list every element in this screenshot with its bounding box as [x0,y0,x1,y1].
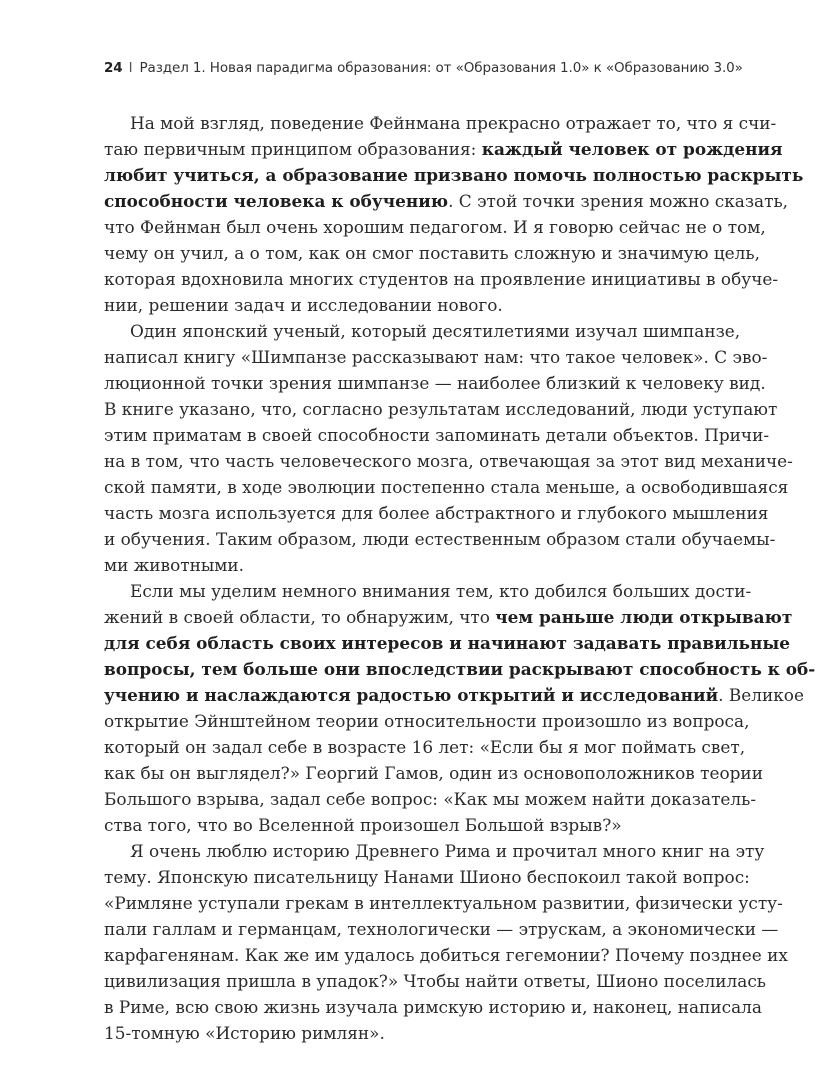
text-run: часть мозга используется для более абстрактного и глубокого мышления [104,503,769,523]
text-line [104,448,793,474]
text-run: этим приматам в своей способности запоминать детали объектов. Причи- [104,425,770,445]
text-line [104,760,763,786]
text-run: нии, решении задач и исследовании нового. [104,295,503,315]
text-line [104,942,788,968]
text-run: . С этой точки зрения можно сказать, [448,191,789,211]
text-line [104,370,766,396]
text-run: люционной точки зрения шимпанзе — наиболее близкий к человеку вид. [104,373,766,393]
text-line [104,110,777,136]
text-line [104,916,779,942]
text-run: Если мы уделим немного внимания тем, кто добился больших дости- [130,581,752,601]
text-line [104,604,793,630]
text-run: чему он учил, а о том, как он смог поставить сложную и значимую цель, [104,243,760,263]
text-run: Большого взрыва, задал себе вопрос: «Как мы можем найти доказатель- [104,789,757,809]
body-text [104,110,815,1046]
text-line [104,786,757,812]
text-line [104,422,770,448]
text-run: ми животными. [104,555,245,575]
text-line [104,500,769,526]
text-run: жений в своей области, то обнаружим, что [104,607,496,627]
bold-text-run: учению и наслаждаются радостью открытий и исследований [104,685,719,705]
bold-text-run: вопросы, тем больше они впоследствии раскрывают способность к об- [104,659,815,679]
text-line [104,578,752,604]
text-run: Я очень люблю историю Древнего Рима и прочитал много книг на эту [130,841,765,861]
text-line [104,734,746,760]
bold-text-run: чем раньше люди открывают [495,607,793,627]
text-line [104,136,783,162]
text-line [104,396,778,422]
text-run: тему. Японскую писательницу Нанами Шионо беспокоил такой вопрос: [104,867,750,887]
paragraph [104,110,804,318]
bold-text-run: каждый человек от рождения [481,139,783,159]
text-line [104,266,779,292]
text-run: ства того, что во Вселенной произошел Большой взрыв?» [104,815,622,835]
text-line [104,526,776,552]
text-line [104,214,766,240]
text-line [104,656,815,682]
text-run: открытие Эйнштейном теории относительности произошло из вопроса, [104,711,750,731]
text-run: который он задал себе в возрасте 16 лет: «Если бы я мог поймать свет, [104,737,746,757]
text-line [104,552,708,578]
text-line [104,474,789,500]
running-header [104,60,743,76]
text-line [104,188,789,214]
text-run: цивилизация пришла в упадок?» Чтобы найти ответы, Шионо поселилась [104,971,767,991]
header-separator: I [128,60,133,76]
text-line [104,162,804,188]
text-line [104,890,783,916]
text-line [104,344,768,370]
text-run: и обучения. Таким образом, люди естественным образом стали обучаемы- [104,529,776,549]
bold-text-run: для себя область своих интересов и начинают задавать правильные [104,633,791,653]
text-run: карфагенянам. Как же им удалось добиться гегемонии? Почему позднее их [104,945,788,965]
text-line [104,994,762,1020]
text-line [104,240,760,266]
paragraph [104,838,788,1046]
bold-text-run: любит учиться, а образование призвано помочь полностью раскрыть [104,165,804,185]
text-line [104,1020,708,1046]
text-line [104,864,750,890]
text-run: 15-томную «Историю римлян». [104,1023,385,1043]
text-run: «Римляне уступали грекам в интеллектуальном развитии, физически усту- [104,893,783,913]
text-run: что Фейнман был очень хорошим педагогом. И я говорю сейчас не о том, [104,217,766,237]
text-line [104,838,765,864]
text-run: ской памяти, в ходе эволюции постепенно стала меньше, а освободившаяся [104,477,789,497]
text-run: В книге указано, что, согласно результатам исследований, люди уступают [104,399,778,419]
text-line [104,292,708,318]
text-run: написал книгу «Шимпанзе рассказывают нам: что такое человек». С эво- [104,347,768,367]
section-title: Раздел 1. Новая парадигма образования: от «Образования 1.0» к «Образованию 3.0» [139,60,743,76]
text-run: . Великое [718,685,804,705]
text-run: на в том, что часть человеческого мозга, отвечающая за этот вид механиче- [104,451,793,471]
text-run: как бы он выглядел?» Георгий Гамов, один из основоположников теории [104,763,763,783]
paragraph [104,318,793,578]
text-run: в Риме, всю свою жизнь изучала римскую историю и, наконец, написала [104,997,762,1017]
text-line [104,682,804,708]
text-line [104,812,708,838]
paragraph [104,578,815,838]
text-run: На мой взгляд, поведение Фейнмана прекрасно отражает то, что я счи- [130,113,777,133]
page-number: 24 [104,60,123,76]
text-line [104,968,767,994]
text-line [104,630,791,656]
text-run: которая вдохновила многих студентов на проявление инициативы в обуче- [104,269,779,289]
text-run: таю первичным принципом образования: [104,139,482,159]
text-run: пали галлам и германцам, технологически — этрускам, а экономически — [104,919,779,939]
bold-text-run: способности человека к обучению [104,191,449,211]
text-run: Один японский ученый, который десятилетиями изучал шимпанзе, [130,321,741,341]
text-line [104,318,741,344]
text-line [104,708,750,734]
